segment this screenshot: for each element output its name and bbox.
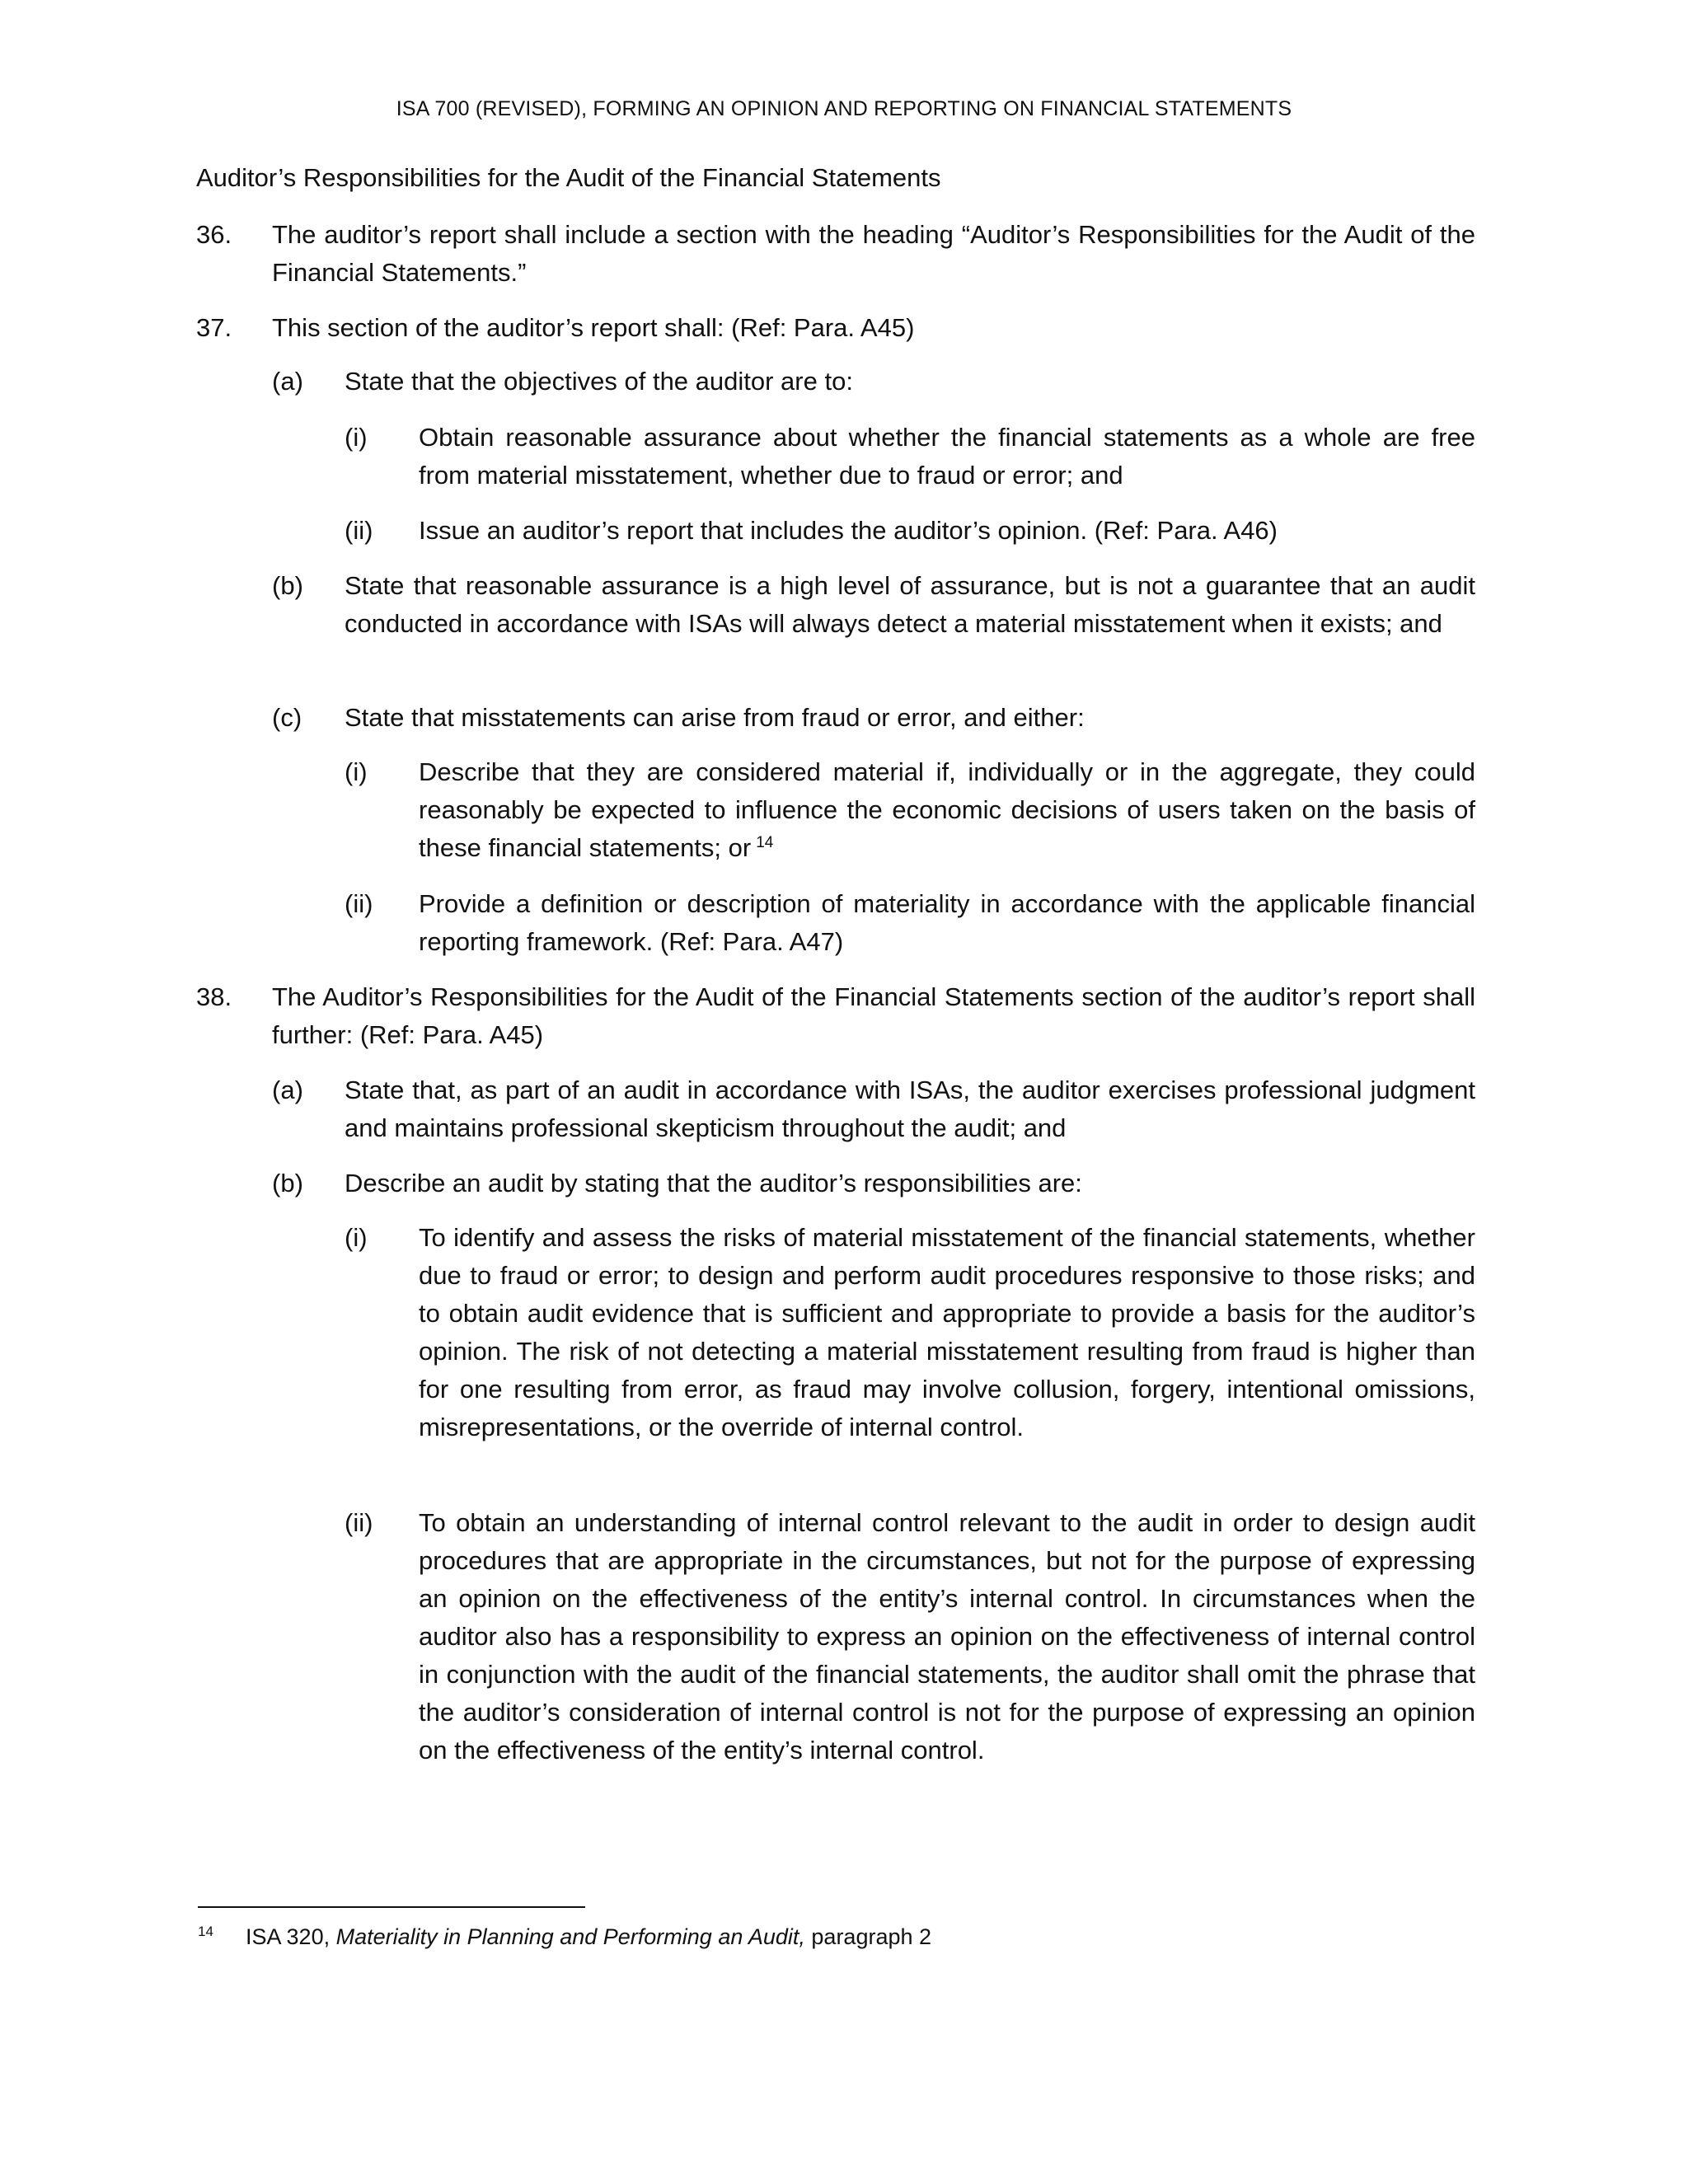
paragraph-text: The auditor’s report shall include a section with the heading “Auditor’s Responsibilities for the Audit of the Financial Statements.” xyxy=(272,220,1475,287)
footnote-text xyxy=(246,1920,1475,1953)
item-label: (ii) xyxy=(345,1508,373,1537)
item-text: Issue an auditor’s report that includes the auditor’s opinion. (Ref: Para. A46) xyxy=(419,516,1278,545)
item-37-a xyxy=(272,363,1475,401)
paragraph-number: 38. xyxy=(196,982,232,1011)
footnote-cited-title: Materiality in Planning and Performing an Audit, xyxy=(335,1924,805,1949)
paragraph-38 xyxy=(196,978,1475,1054)
footnote-14 xyxy=(198,1920,1475,1953)
paragraph-number: 37. xyxy=(196,313,232,342)
section-heading: Auditor’s Responsibilities for the Audit of the Financial Statements xyxy=(196,163,941,192)
item-label: (a) xyxy=(272,1076,303,1104)
item-text: State that reasonable assurance is a high level of assurance, but is not a guarantee that an audit conducted in accordance with ISAs will always detect a material misstatement when it exists; and xyxy=(345,571,1475,638)
item-text: Obtain reasonable assurance about whether the financial statements as a whole are free from material misstatement, whether due to fraud or error; and xyxy=(419,423,1475,490)
item-38-b-i xyxy=(345,1219,1475,1446)
item-37-a-ii xyxy=(345,512,1475,550)
footnote-separator xyxy=(198,1906,585,1908)
item-37-c-ii xyxy=(345,885,1475,961)
footnote-prefix: ISA 320, xyxy=(246,1924,336,1949)
item-37-c xyxy=(272,699,1475,737)
item-label: (i) xyxy=(345,423,368,452)
paragraph-text: This section of the auditor’s report shall: (Ref: Para. A45) xyxy=(272,313,915,342)
item-text: State that the objectives of the auditor are to: xyxy=(345,367,853,396)
item-38-a xyxy=(272,1071,1475,1147)
item-text: State that, as part of an audit in accordance with ISAs, the auditor exercises professional judgment and maintains professional skepticism throughout the audit; and xyxy=(345,1076,1475,1142)
footnote-number: 14 xyxy=(198,1924,213,1939)
item-text: Provide a definition or description of materiality in accordance with the applicable financial reporting framework. (Ref: Para. A47) xyxy=(419,889,1475,956)
paragraph-text: The Auditor’s Responsibilities for the Audit of the Financial Statements section of the auditor’s report shall further: (Ref: Para. A45) xyxy=(272,982,1475,1049)
paragraph-36 xyxy=(196,216,1475,292)
item-text: Describe an audit by stating that the auditor’s responsibilities are: xyxy=(345,1169,1082,1197)
paragraph-number: 36. xyxy=(196,220,232,249)
item-label: (ii) xyxy=(345,516,373,545)
item-label: (b) xyxy=(272,571,303,600)
item-label: (c) xyxy=(272,703,302,732)
item-label: (a) xyxy=(272,367,303,396)
item-37-a-i xyxy=(345,419,1475,494)
item-text-body: Describe that they are considered material if, individually or in the aggregate, they could reasonably be expected to influence the economic decisions of users taken on the basis of these financial statements; or xyxy=(419,757,1475,862)
item-text: State that misstatements can arise from fraud or error, and either: xyxy=(345,703,1085,732)
item-text xyxy=(419,753,1475,867)
item-37-b xyxy=(272,567,1475,643)
item-label: (i) xyxy=(345,757,368,786)
item-37-c-i xyxy=(345,753,1475,867)
item-38-b xyxy=(272,1165,1475,1202)
footnote-suffix: paragraph 2 xyxy=(804,1924,932,1949)
item-label: (i) xyxy=(345,1223,368,1252)
running-header: ISA 700 (REVISED), FORMING AN OPINION AND REPORTING ON FINANCIAL STATEMENTS xyxy=(396,97,1292,120)
footnote-reference[interactable]: 14 xyxy=(756,833,774,851)
item-38-b-ii xyxy=(345,1504,1475,1769)
item-label: (b) xyxy=(272,1169,303,1197)
item-text: To identify and assess the risks of material misstatement of the financial statements, whether due to fraud or error; to design and perform audit procedures responsive to those risks; and to obtain audit evidence that is sufficient and appropriate to provide a basis for the auditor’s opinion. The risk of not detecting a material misstatement resulting from fraud is higher than for one resulting from error, as fraud may involve collusion, forgery, intentional omissions, misrepresentations, or the override of internal control. xyxy=(419,1223,1475,1441)
paragraph-37 xyxy=(196,309,1475,347)
item-text: To obtain an understanding of internal control relevant to the audit in order to design audit procedures that are appropriate in the circumstances, but not for the purpose of expressing an opinion on the effectiveness of the entity’s internal control. In circumstances when the auditor also has a responsibility to express an opinion on the effectiveness of internal control in conjunction with the audit of the financial statements, the auditor shall omit the phrase that the auditor’s consideration of internal control is not for the purpose of expressing an opinion on the effectiveness of the entity’s internal control. xyxy=(419,1508,1475,1765)
item-label: (ii) xyxy=(345,889,373,918)
